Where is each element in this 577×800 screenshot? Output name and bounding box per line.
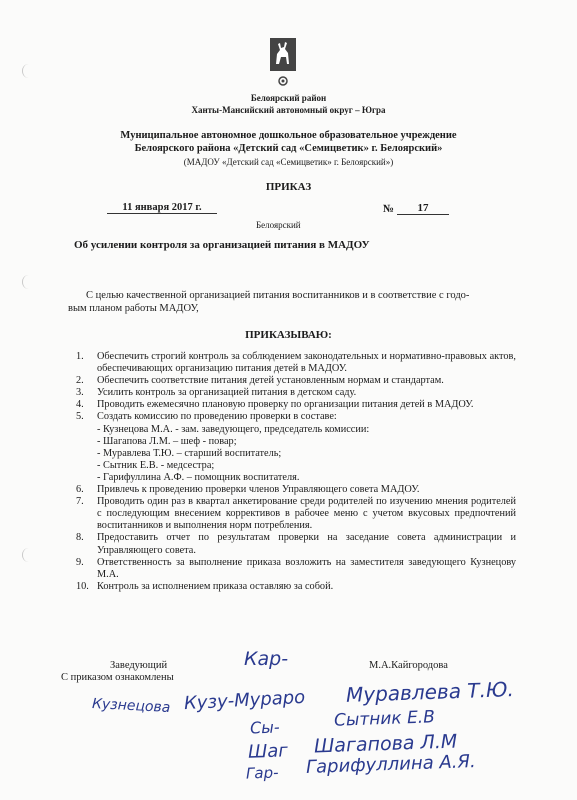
commission-member: - Шагапова Л.М. – шеф - повар; <box>97 435 237 447</box>
org-name-line1: Муниципальное автономное дошкольное образовательное учреждение <box>120 130 457 141</box>
item-number: 1. <box>76 351 84 362</box>
item-number: 9. <box>76 556 84 568</box>
order-title: Об усилении контроля за организацией питания в МАДОУ <box>74 239 370 251</box>
item-number: 2. <box>76 375 84 387</box>
city-name: Белоярский <box>256 220 301 230</box>
acquainted-label: С приказом ознакомлены <box>61 672 174 683</box>
head-signature: Кар- <box>244 648 289 670</box>
list-item <box>76 557 516 581</box>
head-label: Заведующий <box>110 660 168 671</box>
list-item <box>76 411 516 484</box>
order-number: 17 <box>397 202 449 215</box>
handwritten-sytnik: Сытник Е.В <box>333 707 436 731</box>
list-item <box>76 387 516 399</box>
punch-hole <box>22 275 35 289</box>
head-name: М.А.Кайгородова <box>369 660 448 671</box>
region-name: Ханты-Мансийский автономный округ – Югра <box>191 105 386 115</box>
item-text: Контроль за исполнением приказа оставляю за собой. <box>97 580 334 592</box>
punch-hole <box>22 64 35 78</box>
list-item <box>76 532 516 556</box>
item-number: 7. <box>76 496 84 508</box>
commission-member: - Муравлева Т.Ю. – старший воспитатель; <box>97 447 282 459</box>
deer-emblem-icon <box>270 38 296 90</box>
item-text: Обеспечить строгий контроль за соблюдением законодательных и нормативно-правовых актов, обеспечивающих организацию питания детей в МАДОУ. <box>97 351 516 375</box>
order-date: 11 января 2017 г. <box>107 202 217 214</box>
number-label: № <box>383 203 395 215</box>
list-item <box>76 496 516 532</box>
item-text: Проводить ежемесячно плановую проверку по организации питания детей в МАДОУ. <box>97 399 474 411</box>
commission-member: - Гарифуллина А.Ф. – помощник воспитателя. <box>97 471 300 483</box>
signature-sytnik: Сы- <box>249 717 280 738</box>
handwritten-garifullina: Гарифуллина А.Я. <box>305 751 477 778</box>
order-items <box>76 351 516 593</box>
item-text: Ответственность за выполнение приказа возложить на заместителя заведующего Кузнецову М.А. <box>97 556 516 580</box>
item-number: 8. <box>76 532 84 544</box>
item-number: 5. <box>76 411 84 423</box>
signature-garifullina: Гар- <box>245 763 279 783</box>
commission-member: - Кузнецова М.А. - зам. заведующего, председатель комиссии: <box>97 423 370 435</box>
item-text: Создать комиссию по проведению проверки в составе: <box>97 411 337 423</box>
item-text: Проводить один раз в квартал анкетирование среди родителей по изучению мнения родителей с последующим внесением коррективов в рабочее меню с учетом вкусовых предпочтений воспитанников и выполнения норм потребления. <box>97 496 516 532</box>
district-name: Белоярский район <box>250 93 327 103</box>
item-number: 10. <box>76 580 89 592</box>
signature-shagapova: Шаг <box>247 740 289 763</box>
punch-hole <box>22 548 35 562</box>
preamble-line1: С целью качественной организацией питания воспитанников и в соответствие с годо- <box>86 290 470 301</box>
commission-member: - Сытник Е.В. - медсестра; <box>97 459 215 471</box>
doc-type: ПРИКАЗ <box>265 181 312 193</box>
org-short-name: (МАДОУ «Детский сад «Семицветик» г. Белоярский») <box>183 157 394 167</box>
item-number: 4. <box>76 399 84 411</box>
signature-muravleva: Кузу-Мураро <box>183 686 306 715</box>
item-text: Предоставить отчет по результатам проверки на заседание совета администрации и Управляющего совета. <box>97 532 516 556</box>
list-item <box>76 375 516 387</box>
signature-kuznetsova: Кузнецова <box>91 695 171 717</box>
org-name-line2: Белоярского района «Детский сад «Семицветик» г. Белоярский» <box>134 143 443 154</box>
list-item <box>76 399 516 411</box>
item-text: Обеспечить соответствие питания детей установленным нормам и стандартам. <box>97 375 444 387</box>
list-item <box>76 581 516 593</box>
item-text: Усилить контроль за организацией питания в детском саду. <box>97 387 357 399</box>
item-number: 3. <box>76 387 84 399</box>
preamble-line2: вым планом работы МАДОУ, <box>68 303 199 314</box>
handwritten-muravleva: Муравлева Т.Ю. <box>345 677 515 707</box>
item-number: 6. <box>76 484 84 496</box>
order-word: ПРИКАЗЫВАЮ: <box>245 329 332 341</box>
list-item <box>76 351 516 375</box>
item-text: Привлечь к проведению проверки членов Управляющего совета МАДОУ. <box>97 484 420 496</box>
handwritten-shagapova: Шагапова Л.М <box>313 730 458 758</box>
list-item <box>76 484 516 496</box>
